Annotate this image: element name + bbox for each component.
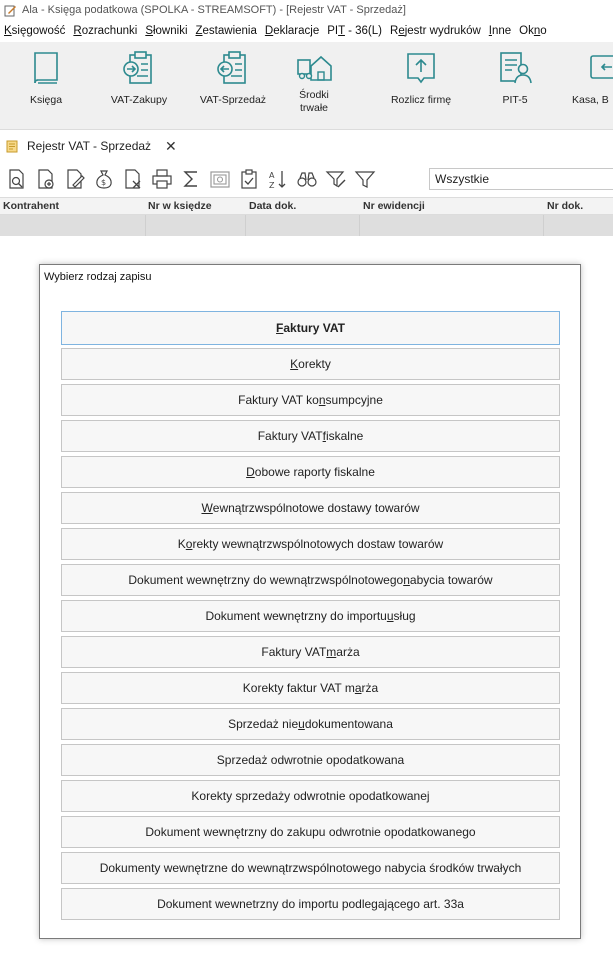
grid-header	[0, 197, 613, 215]
option-button-0[interactable]	[61, 311, 560, 345]
truck-house-icon	[295, 50, 333, 86]
preview-doc-icon[interactable]	[6, 168, 28, 190]
column-header-nr-w-ksiedze[interactable]: Nr w księdze	[148, 200, 212, 212]
svg-text:Z: Z	[269, 181, 275, 190]
menu-text: o	[540, 25, 547, 37]
option-button-12[interactable]	[61, 744, 560, 776]
ribbon-label: Środki	[299, 89, 329, 101]
option-label: Korekty faktur VAT m	[242, 681, 355, 695]
ribbon-vat-zakupy-button[interactable]	[104, 50, 174, 107]
option-button-7[interactable]	[61, 564, 560, 596]
option-button-5[interactable]	[61, 492, 560, 524]
menu-item-8[interactable]	[519, 25, 547, 37]
option-label: Sprzedaż odwrotnie opodatkowana	[216, 753, 405, 767]
ribbon-ksiega-button[interactable]	[24, 50, 68, 107]
menu-bar	[0, 20, 613, 42]
sort-az-icon[interactable]	[267, 168, 289, 190]
book-icon	[30, 50, 62, 86]
notepad-edit-icon	[4, 4, 17, 17]
menu-text: ozrachunki	[81, 25, 138, 37]
option-accelerator: a	[354, 681, 362, 695]
option-label: aktury VAT	[283, 321, 345, 335]
option-accelerator: F	[276, 321, 284, 335]
option-button-8[interactable]	[61, 600, 560, 632]
option-accelerator: W	[201, 501, 213, 515]
option-accelerator: o	[185, 537, 193, 551]
menu-accelerator: T	[338, 25, 345, 37]
option-accelerator: n	[403, 573, 410, 587]
menu-accelerator: R	[73, 25, 82, 37]
option-label: K	[177, 537, 186, 551]
column-header-nr-ewidencji[interactable]: Nr ewidencji	[363, 200, 425, 212]
menu-text: nne	[491, 25, 512, 37]
option-accelerator: u	[298, 717, 305, 731]
option-label: Dokument wewnętrzny do zakupu odwrotnie opodatkowanego	[145, 825, 476, 839]
option-accelerator: u	[386, 609, 394, 623]
option-button-15[interactable]	[61, 852, 560, 884]
option-button-1[interactable]	[61, 348, 560, 380]
option-label: Korekty sprzedaży odwrotnie opodatkowanej	[191, 789, 430, 803]
table-row[interactable]	[0, 215, 613, 236]
menu-accelerator: e	[398, 25, 405, 37]
option-label: rża	[361, 681, 379, 695]
option-label: Dokument wewnętrzny do importu	[205, 609, 387, 623]
menu-item-7[interactable]	[489, 25, 511, 37]
clipboard-check-icon[interactable]	[238, 168, 260, 190]
ribbon-pit5-button[interactable]	[494, 50, 536, 107]
menu-item-3[interactable]	[196, 25, 257, 37]
close-icon[interactable]: ✕	[165, 137, 177, 154]
option-accelerator: D	[246, 465, 255, 479]
option-label: iskalne	[325, 429, 364, 443]
option-label: Faktury VAT	[261, 645, 327, 659]
menu-item-4[interactable]	[265, 25, 319, 37]
filter-icon[interactable]	[354, 168, 376, 190]
option-label: obowe raporty fiskalne	[254, 465, 375, 479]
column-header-kontrahent[interactable]: Kontrahent	[3, 200, 59, 212]
menu-text: R	[390, 25, 399, 37]
add-doc-icon[interactable]	[35, 168, 57, 190]
menu-accelerator: n	[533, 25, 541, 37]
option-button-3[interactable]	[61, 420, 560, 452]
menu-text: - 36(L)	[344, 25, 382, 37]
option-button-13[interactable]	[61, 780, 560, 812]
option-label: Dokumenty wewnętrzne do wewnątrzwspólnotowego nabycia środków trwałych	[99, 861, 522, 875]
menu-text: estawienia	[202, 25, 257, 37]
menu-item-1[interactable]	[73, 25, 137, 37]
tab-label: Rejestr VAT - Sprzedaż	[27, 139, 152, 153]
edit-doc-icon[interactable]	[64, 168, 86, 190]
option-label: Dokument wewnętrzny do wewnątrzwspólnotowego	[128, 573, 404, 587]
menu-accelerator: I	[488, 25, 492, 37]
delete-doc-icon[interactable]	[122, 168, 144, 190]
menu-text: eklaracje	[273, 25, 320, 37]
tab-rejestr-vat-sprzedaz[interactable]	[0, 133, 183, 159]
option-label: sług	[393, 609, 416, 623]
option-label: Faktury VAT ko	[238, 393, 319, 407]
print-icon[interactable]	[151, 168, 173, 190]
menu-accelerator: D	[264, 25, 274, 37]
svg-text:A: A	[269, 171, 275, 180]
menu-accelerator: Z	[195, 25, 203, 37]
column-header-nr-dok[interactable]: Nr dok.	[547, 200, 584, 212]
option-accelerator: m	[326, 645, 337, 659]
menu-item-2[interactable]	[145, 25, 187, 37]
option-label: ewnątrzwspólnotowe dostawy towarów	[212, 501, 420, 515]
ribbon-label-line2: trwałe	[299, 102, 328, 114]
option-button-11[interactable]	[61, 708, 560, 740]
ribbon-label: Księga	[29, 94, 63, 106]
cash-icon	[588, 50, 613, 86]
vault-icon[interactable]	[209, 168, 231, 190]
menu-item-5[interactable]	[327, 25, 382, 37]
menu-text: PI	[327, 25, 339, 37]
option-button-14[interactable]	[61, 816, 560, 848]
title-bar	[0, 0, 613, 20]
option-label: arża	[336, 645, 360, 659]
option-button-2[interactable]	[61, 384, 560, 416]
upload-box-icon	[404, 50, 438, 86]
filter-edit-icon[interactable]	[325, 168, 347, 190]
ribbon-srodki-trwale-button[interactable]	[294, 50, 334, 115]
option-label: Dokument wewnetrzny do importu podlegającego art. 33a	[157, 897, 464, 911]
ribbon-kasa-button[interactable]	[572, 50, 613, 107]
filter-select[interactable]: Wszystkie	[429, 168, 613, 190]
document-icon	[6, 140, 18, 153]
menu-item-6[interactable]	[390, 25, 481, 37]
option-label: abycia towarów	[409, 573, 493, 587]
option-label: rekty wewnątrzwspólnotowych dostaw towarów	[192, 537, 444, 551]
document-tab-strip	[0, 132, 613, 160]
ribbon-label: VAT-Sprzedaż	[199, 94, 267, 106]
option-button-9[interactable]	[61, 636, 560, 668]
ribbon-label: VAT-Zakupy	[110, 94, 168, 106]
menu-accelerator: K	[4, 25, 12, 37]
ribbon	[0, 42, 613, 130]
dialog-title: Wybierz rodzaj zapisu	[44, 271, 152, 283]
menu-item-0[interactable]	[4, 25, 65, 37]
menu-text: jestr wydruków	[404, 25, 481, 37]
option-label: sumpcyjne	[325, 393, 383, 407]
option-button-16[interactable]	[61, 888, 560, 920]
column-header-data-dok[interactable]: Data dok.	[249, 200, 297, 212]
option-button-10[interactable]	[61, 672, 560, 704]
ribbon-label: Kasa, B	[572, 94, 609, 106]
option-button-6[interactable]	[61, 528, 560, 560]
sum-icon[interactable]	[180, 168, 202, 190]
option-button-4[interactable]	[61, 456, 560, 488]
option-label: Sprzedaż nie	[228, 717, 299, 731]
menu-text: Ok	[519, 25, 534, 37]
option-accelerator: K	[290, 357, 299, 371]
menu-text: sięgowość	[11, 25, 66, 37]
option-label: Faktury VAT	[257, 429, 323, 443]
clipboard-in-icon	[121, 50, 157, 86]
svg-text:$: $	[101, 178, 107, 187]
record-type-dialog	[39, 264, 581, 939]
menu-accelerator: S	[145, 25, 153, 37]
option-label: orekty	[298, 357, 331, 371]
option-accelerator: n	[318, 393, 326, 407]
ribbon-label: Rozlicz firmę	[390, 94, 452, 106]
form-person-icon	[497, 50, 533, 86]
menu-text: łowniki	[152, 25, 188, 37]
clipboard-out-icon	[215, 50, 251, 86]
ribbon-vat-sprzedaz-button[interactable]	[194, 50, 272, 107]
window-title: Ala - Księga podatkowa (SPOLKA - STREAMSOFT) - [Rejestr VAT - Sprzedaż]	[22, 4, 406, 16]
money-bag-icon[interactable]	[93, 168, 115, 190]
option-accelerator: f	[322, 429, 326, 443]
binoculars-icon[interactable]	[296, 168, 318, 190]
option-label: dokumentowana	[304, 717, 393, 731]
ribbon-rozlicz-firme-button[interactable]	[384, 50, 458, 107]
ribbon-label: PIT-5	[502, 94, 528, 106]
